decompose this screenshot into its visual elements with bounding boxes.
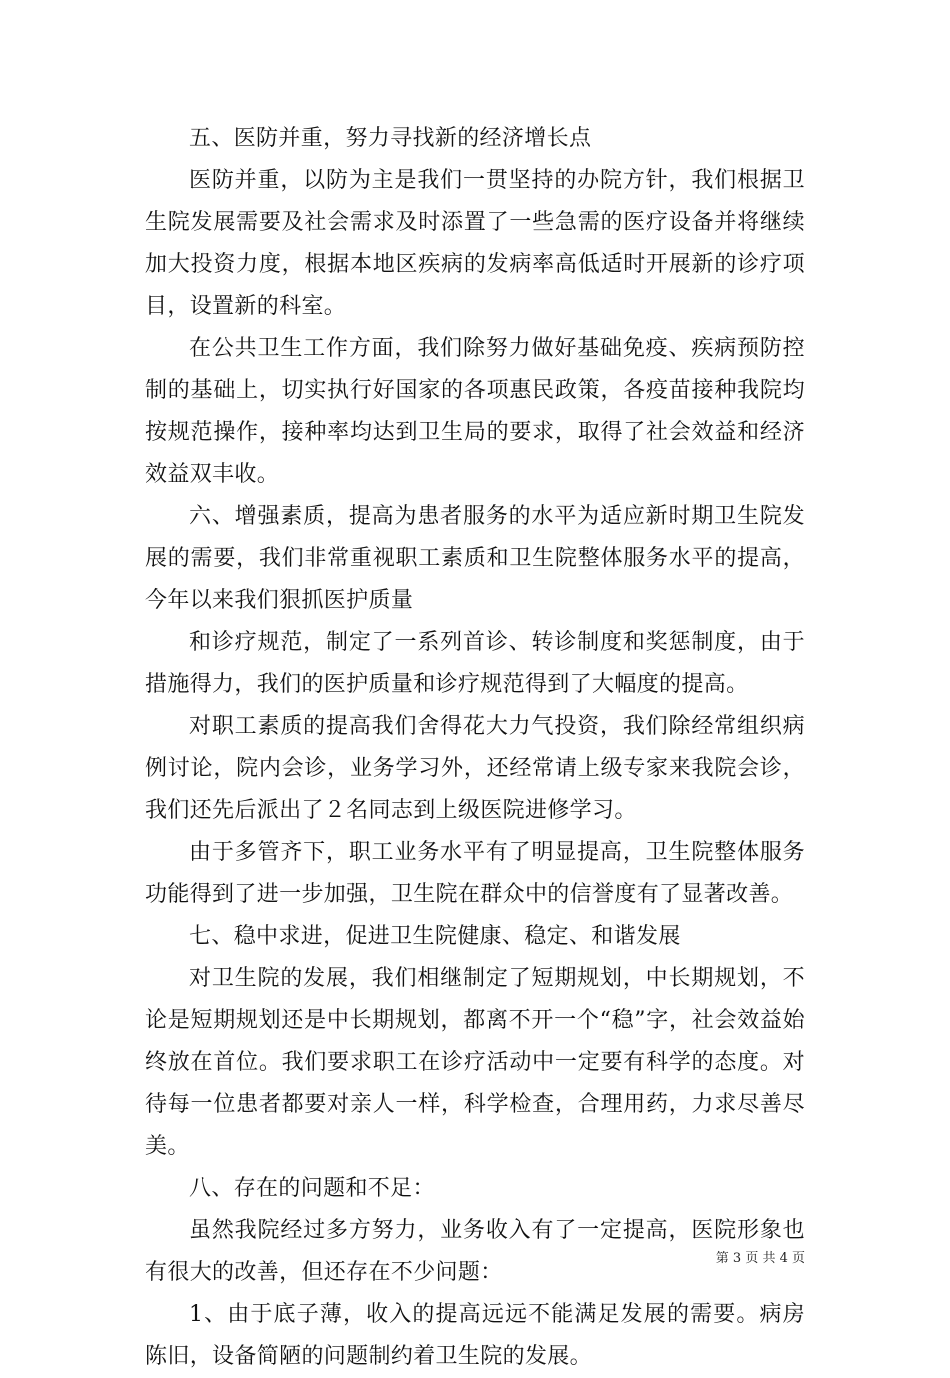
paragraph-section-8-heading: 八、存在的问题和不足： [189,1176,435,1201]
paragraph-section-5-heading: 五、医防并重，努力寻找新的经济增长点 [189,126,592,151]
paragraph: 医防并重，以防为主是我们一贯坚持的办院方针，我们根据卫生院发展需要及社会需求及时添置了一些急需的医疗设备并将继续加大投资力度，根据本地区疾病的发病率高低适时开展新的诊疗项目，设置新的科室。 [145,168,805,319]
paragraph: 对职工素质的提高我们舍得花大力气投资，我们除经常组织病例讨论，院内会诊，业务学习外，还经常请上级专家来我院会诊，我们还先后派出了２名同志到上级医院进修学习。 [145,714,805,823]
paragraph: 虽然我院经过多方努力，业务收入有了一定提高，医院形象也有很大的改善，但还存在不少问题： [145,1218,805,1285]
page-number-footer: 第 3 页 共 4 页 [715,1251,805,1266]
paragraph: 在公共卫生工作方面，我们除努力做好基础免疫、疾病预防控制的基础上，切实执行好国家的各项惠民政策，各疫苗接种我院均按规范操作，接种率均达到卫生局的要求，取得了社会效益和经济效益双丰收。 [145,336,805,487]
paragraph: 由于多管齐下，职工业务水平有了明显提高，卫生院整体服务功能得到了进一步加强，卫生院在群众中的信誉度有了显著改善。 [145,840,805,907]
document-body [145,118,805,1378]
paragraph: 和诊疗规范，制定了一系列首诊、转诊制度和奖惩制度，由于措施得力，我们的医护质量和诊疗规范得到了大幅度的提高。 [145,630,805,697]
paragraph-section-7-heading: 七、稳中求进，促进卫生院健康、稳定、和谐发展 [189,924,681,949]
paragraph: 对卫生院的发展，我们相继制定了短期规划，中长期规划，不论是短期规划还是中长期规划，都离不开一个“稳”字，社会效益始终放在首位。我们要求职工在诊疗活动中一定要有科学的态度。对待每一位患者都要对亲人一样，科学检查，合理用药，力求尽善尽美。 [145,966,805,1159]
paragraph-section-6-heading: 六、增强素质，提高为患者服务的水平为适应新时期卫生院发展的需要，我们非常重视职工素质和卫生院整体服务水平的提高，今年以来我们狠抓医护质量 [145,504,805,613]
paragraph-list-item: 1、由于底子薄，收入的提高远远不能满足发展的需要。病房陈旧，设备简陋的问题制约着卫生院的发展。 [145,1302,805,1369]
